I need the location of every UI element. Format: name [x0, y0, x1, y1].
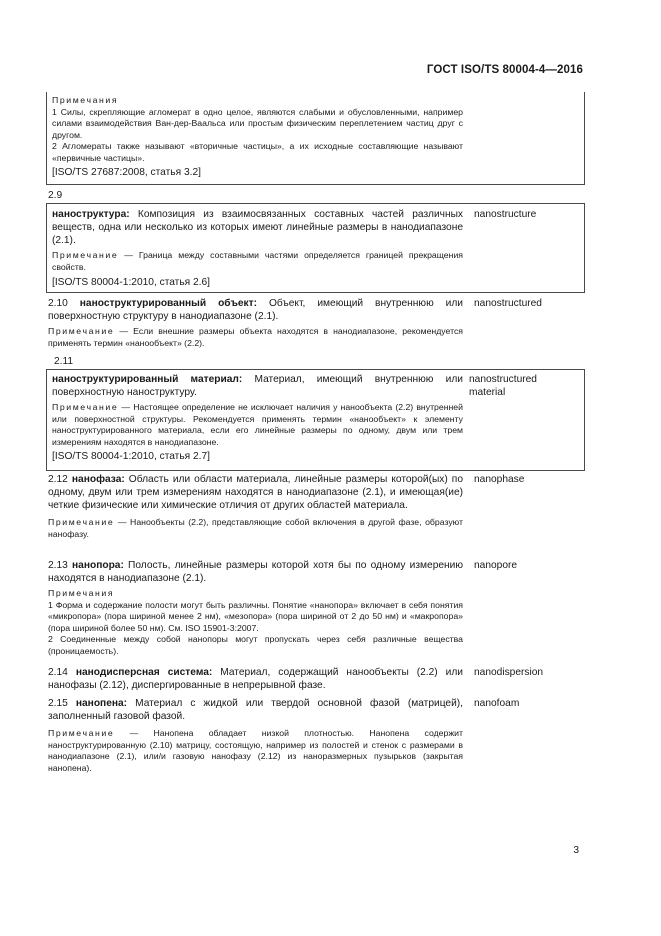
- english-term: nanostructure: [474, 209, 537, 220]
- note-text: — Если внешние размеры объекта находятся в нанодиапазоне, рекомендуется применять термин «нанообъект» (2.2).: [48, 326, 463, 348]
- top-note-block: [52, 95, 463, 179]
- term-name: нанопена:: [75, 698, 128, 709]
- term-name: наноструктура:: [52, 209, 130, 220]
- entry-number: 2.15: [48, 698, 68, 709]
- entry-number: 2.13: [48, 560, 68, 571]
- term-entry-2-11: [52, 373, 463, 463]
- english-term: nanostructured: [474, 298, 542, 309]
- note-label: Примечание: [48, 326, 115, 336]
- entry-number: 2.11: [54, 356, 74, 367]
- term-definition: Материал с жидкой или твердой основной фазой (матрицей), заполненный газовой фазой.: [48, 698, 463, 722]
- english-term: nanostructured material: [469, 374, 537, 398]
- entry-number: 2.12: [48, 474, 68, 485]
- note-label: Примечание: [52, 250, 119, 260]
- term-name: наноструктурированный материал:: [52, 374, 243, 385]
- note-text: — Нанопена обладает низкой плотностью. Нанопена содержит наноструктурированную (2.10) матрицу, состоящую, например из полостей и стенок с размерами в нанодиапазоне (2.1), или/и газовую нанофазу (2.12) из наноразмерных пузырьков (закрытая нанопена).: [48, 728, 463, 773]
- term-definition: Область или области материала, линейные размеры которой(ых) по одному, двум или трем измерениям находятся в нанодиапазоне (2.1), и имеющая(ие) четкие физические или химические отличия от других областей материала.: [48, 474, 463, 511]
- note-label: Примечание: [48, 728, 115, 738]
- term-entry-2-15: [48, 697, 463, 774]
- page-number: 3: [573, 845, 579, 856]
- entry-number: 2.14: [48, 667, 68, 678]
- note-text: — Граница между составными частями определяется границей прекращения свойств.: [52, 250, 463, 272]
- term-name: наноструктурированный объект:: [79, 298, 258, 309]
- source-reference: [ISO/TS 27687:2008, статья 3.2]: [52, 167, 201, 178]
- notes-label: Примечания: [48, 588, 115, 598]
- note-label: Примечание: [48, 517, 115, 527]
- english-term: nanopore: [474, 560, 518, 571]
- term-entry-2-12: [48, 473, 463, 540]
- entry-number: 2.10: [48, 298, 68, 309]
- english-term: nanofoam: [474, 698, 520, 709]
- note-item: 2 Соединенные между собой нанопоры могут пропускать через себя различные вещества (проницаемость).: [48, 634, 463, 656]
- term-definition: Материал, содержащий нанообъекты (2.2) или нанофазы (2.12), диспергированные в непрерывной фазе.: [48, 667, 463, 691]
- term-name: нанодисперсная система:: [75, 667, 213, 678]
- term-entry-2-13: [48, 559, 463, 657]
- source-reference: [ISO/TS 80004-1:2010, статья 2.7]: [52, 451, 211, 462]
- term-entry-2-10: [48, 297, 463, 349]
- document-header: ГОСТ ISO/TS 80004-4—2016: [426, 64, 583, 76]
- term-definition: Материал, имеющий внутреннюю или поверхностную наноструктуру.: [52, 374, 463, 398]
- note-label: Примечание: [52, 402, 119, 412]
- note-text: — Настоящее определение не исключает наличия у нанообъекта (2.2) внутренней или поверхностной структуры. Рекомендуется применять термин «нанообъект» к элементу наноструктурированного материала, если его линейные размеры по одному, двум или трем измерениям находятся в нанодиапазоне.: [52, 402, 463, 447]
- term-entry-2-9: [52, 208, 463, 289]
- term-definition: Объект, имеющий внутреннюю или поверхностную структуру в нанодиапазоне (2.1).: [48, 298, 463, 322]
- entry-number: 2.9: [48, 190, 63, 201]
- term-definition: Композиция из взаимосвязанных составных частей различных веществ, одна или несколько из которых имеют линейные размеры в нанодиапазоне (2.1).: [52, 209, 463, 246]
- note-item: 1 Форма и содержание полости могут быть различны. Понятие «нанопора» включает в себя понятия «микропора» (пора шириной менее 2 нм), «мезопора» (пора шириной от 2 до 50 нм) и «макропора» (пора шириной более 50 нм). См. ISO 15901-3:2007.: [48, 599, 463, 633]
- term-name: нанофаза:: [71, 474, 125, 485]
- note-text: — Нанообъекты (2.2), представляющие собой включения в другой фазе, образуют нанофазу.: [48, 517, 463, 539]
- note-item: 2 Агломераты также называют «вторичные частицы», а их исходные составляющие называют «первичные частицы».: [52, 141, 463, 163]
- term-name: нанопора:: [72, 560, 124, 571]
- note-item: 1 Силы, скрепляющие агломерат в одно целое, являются слабыми и обусловленными, например силами взаимодействия Ван-дер-Ваальса или простым физическим переплетением частиц друг с другом.: [52, 106, 463, 140]
- term-definition: Полость, линейные размеры которой хотя бы по одному измерению находятся в нанодиапазоне (2.1).: [48, 560, 463, 584]
- english-term: nanodispersion: [474, 667, 544, 678]
- source-reference: [ISO/TS 80004-1:2010, статья 2.6]: [52, 277, 211, 288]
- notes-label: Примечания: [52, 95, 119, 105]
- term-entry-2-14: [48, 666, 463, 692]
- english-term: nanophase: [474, 474, 525, 485]
